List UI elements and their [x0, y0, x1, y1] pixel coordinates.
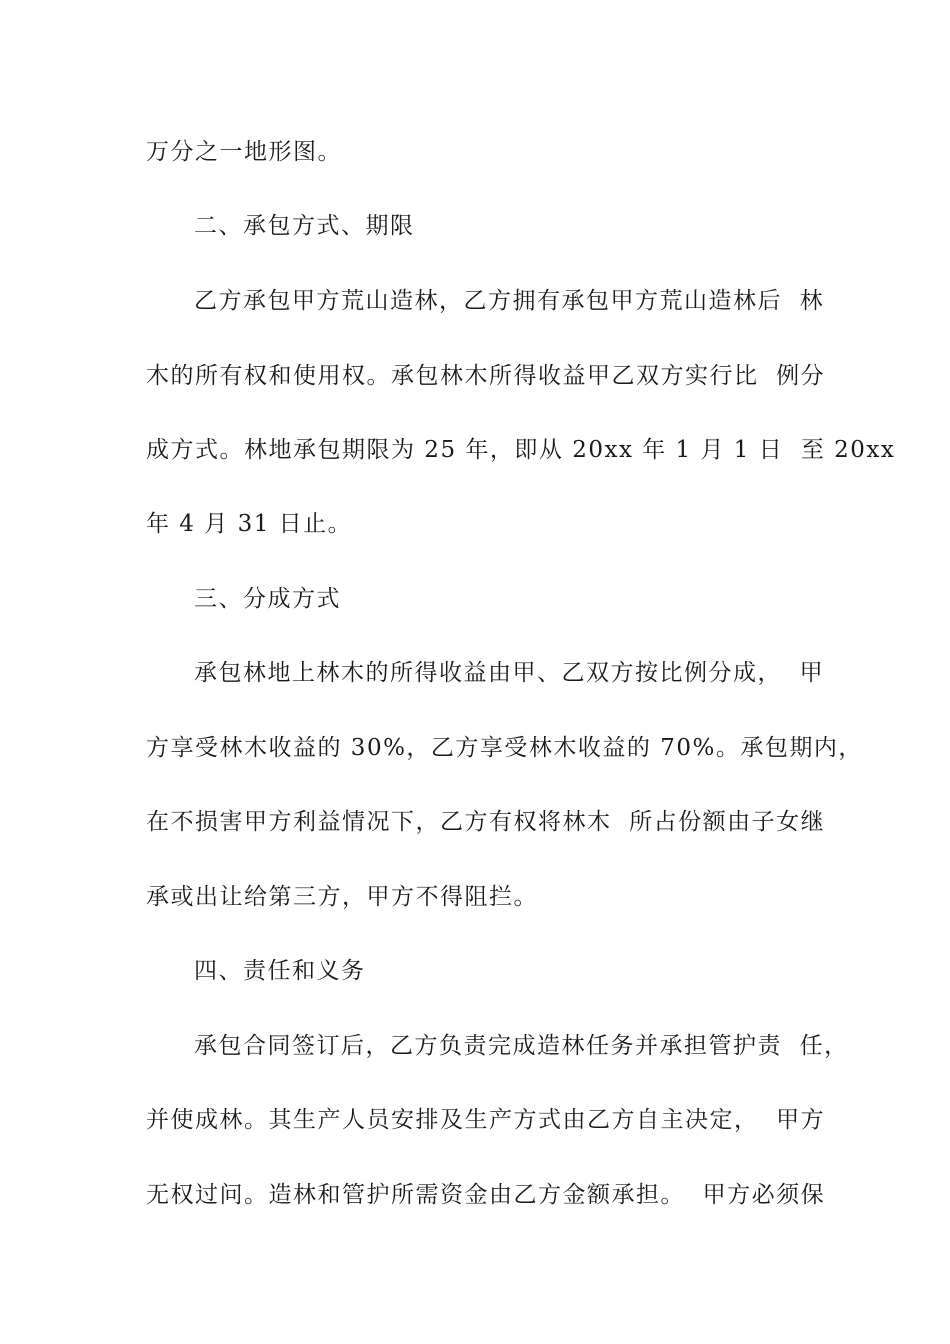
paragraph-line: 并使成林。其生产人员安排及生产方式由乙方自主决定， 甲方: [146, 1107, 826, 1133]
paragraph-line: 年 4 月 31 日止。: [146, 511, 353, 537]
section-heading: 四、责任和义务: [194, 958, 366, 984]
section-heading: 二、承包方式、期限: [194, 213, 415, 239]
paragraph-line: 万分之一地形图。: [146, 139, 342, 165]
paragraph-line: 承包林地上林木的所得收益由甲、乙双方按比例分成， 甲: [194, 660, 825, 686]
paragraph-line: 承或出让给第三方，甲方不得阻拦。: [146, 884, 538, 910]
section-heading: 三、分成方式: [194, 586, 341, 612]
paragraph-line: 方享受林木收益的 30%，乙方享受林木收益的 70%。承包期内，: [146, 735, 863, 761]
paragraph-line: 无权过问。造林和管护所需资金由乙方金额承担。 甲方必须保: [146, 1182, 826, 1208]
paragraph-line: 乙方承包甲方荒山造林，乙方拥有承包甲方荒山造林后 林: [194, 288, 825, 314]
paragraph-line: 木的所有权和使用权。承包林木所得收益甲乙双方实行比 例分: [146, 363, 826, 389]
paragraph-line: 在不损害甲方利益情况下，乙方有权将林木 所占份额由子女继: [146, 809, 826, 835]
paragraph-line: 成方式。林地承包期限为 25 年，即从 20xx 年 1 月 1 日 至 20xx: [146, 437, 896, 463]
paragraph-line: 承包合同签订后，乙方负责完成造林任务并承担管护责 任，: [194, 1033, 849, 1059]
